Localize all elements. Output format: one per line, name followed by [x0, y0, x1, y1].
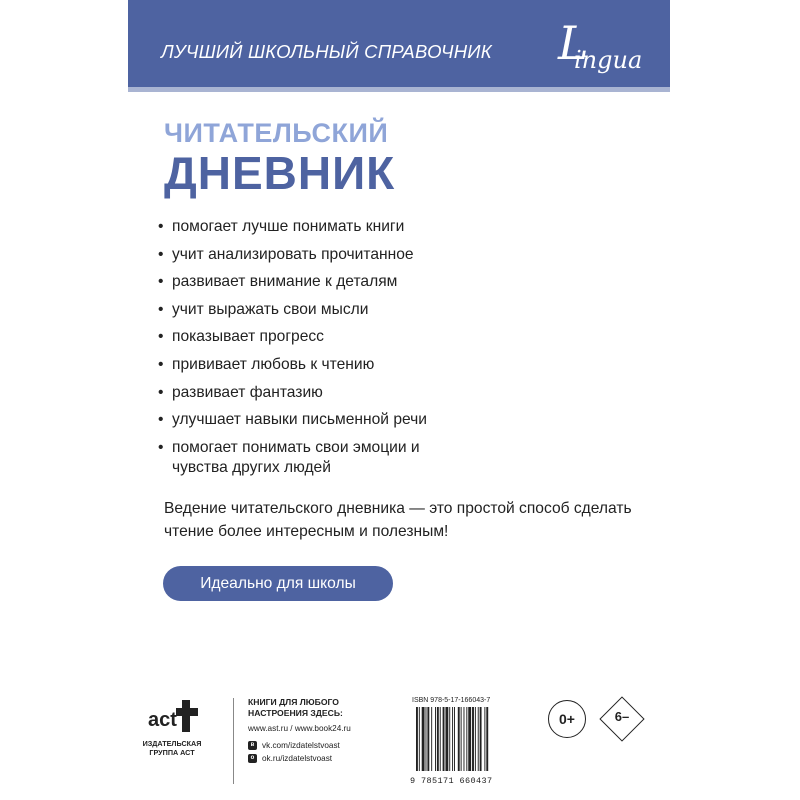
footer-divider	[233, 698, 234, 784]
list-item: • улучшает навыки письменной речи	[158, 411, 427, 429]
ast-logo-text: act	[148, 709, 177, 731]
list-item: • прививает любовь к чтению	[158, 355, 375, 373]
bullet-mark: •	[158, 245, 164, 263]
bullet-mark: •	[158, 355, 164, 373]
title-line-1: ЧИТАТЕЛЬСКИЙ	[164, 118, 389, 148]
bullet-mark: •	[158, 328, 164, 346]
isbn: ISBN 978-5-17-166043-7	[412, 697, 491, 704]
lingua-logo-text: ingua	[574, 46, 643, 74]
vk-link: в vk.com/izdatelstvoast	[248, 740, 398, 751]
ok-link: o ok.ru/izdatelstvoast	[248, 753, 398, 764]
school-badge: Идеально для школы	[163, 566, 393, 601]
list-item: • развивает фантазию	[158, 383, 323, 401]
ok-icon: o	[248, 754, 257, 763]
header-band	[128, 0, 670, 87]
barcode-number: 9 785171 660437	[410, 776, 493, 786]
list-item: • показывает прогресс	[158, 328, 324, 346]
bullet-mark: •	[158, 300, 164, 318]
website-links: www.ast.ru / www.book24.ru	[248, 724, 351, 733]
publisher-links	[248, 697, 398, 764]
lingua-logo	[558, 16, 658, 80]
bullet-mark: •	[158, 383, 164, 401]
barcode-icon	[414, 707, 510, 775]
series-title: ЛУЧШИЙ ШКОЛЬНЫЙ СПРАВОЧНИК	[161, 41, 492, 62]
summary-paragraph: Ведение читательского дневника — это простой способ сделать чтение более интересным и полезным!	[164, 500, 632, 540]
bullet-mark: •	[158, 438, 164, 456]
list-item: • учит выражать свои мысли	[158, 300, 369, 318]
list-item: • учит анализировать прочитанное	[158, 245, 414, 263]
links-heading: КНИГИ ДЛЯ ЛЮБОГО НАСТРОЕНИЯ ЗДЕСЬ:	[248, 697, 343, 718]
list-item: • помогает понимать свои эмоции и чувства других людей	[158, 438, 420, 476]
bullet-mark: •	[158, 411, 164, 429]
bullet-mark: •	[158, 273, 164, 291]
header-divider	[128, 87, 670, 92]
ast-logo	[146, 696, 201, 736]
list-item: • развивает внимание к деталям	[158, 273, 398, 291]
bullet-mark: •	[158, 218, 164, 235]
publisher-name: ИЗДАТЕЛЬСКАЯ ГРУППА АСТ	[142, 739, 202, 757]
age-mark-badge	[600, 697, 644, 741]
lingua-logo-letter: L	[558, 16, 589, 70]
book-back-cover	[128, 0, 670, 800]
list-item: • помогает лучше понимать книги	[158, 218, 405, 235]
benefits-list	[158, 217, 658, 485]
vk-icon: в	[248, 741, 257, 750]
age-rating-badge: 0+	[548, 700, 586, 738]
title-line-2: ДНЕВНИК	[164, 147, 396, 199]
age-mark-label: 6–	[614, 709, 630, 724]
